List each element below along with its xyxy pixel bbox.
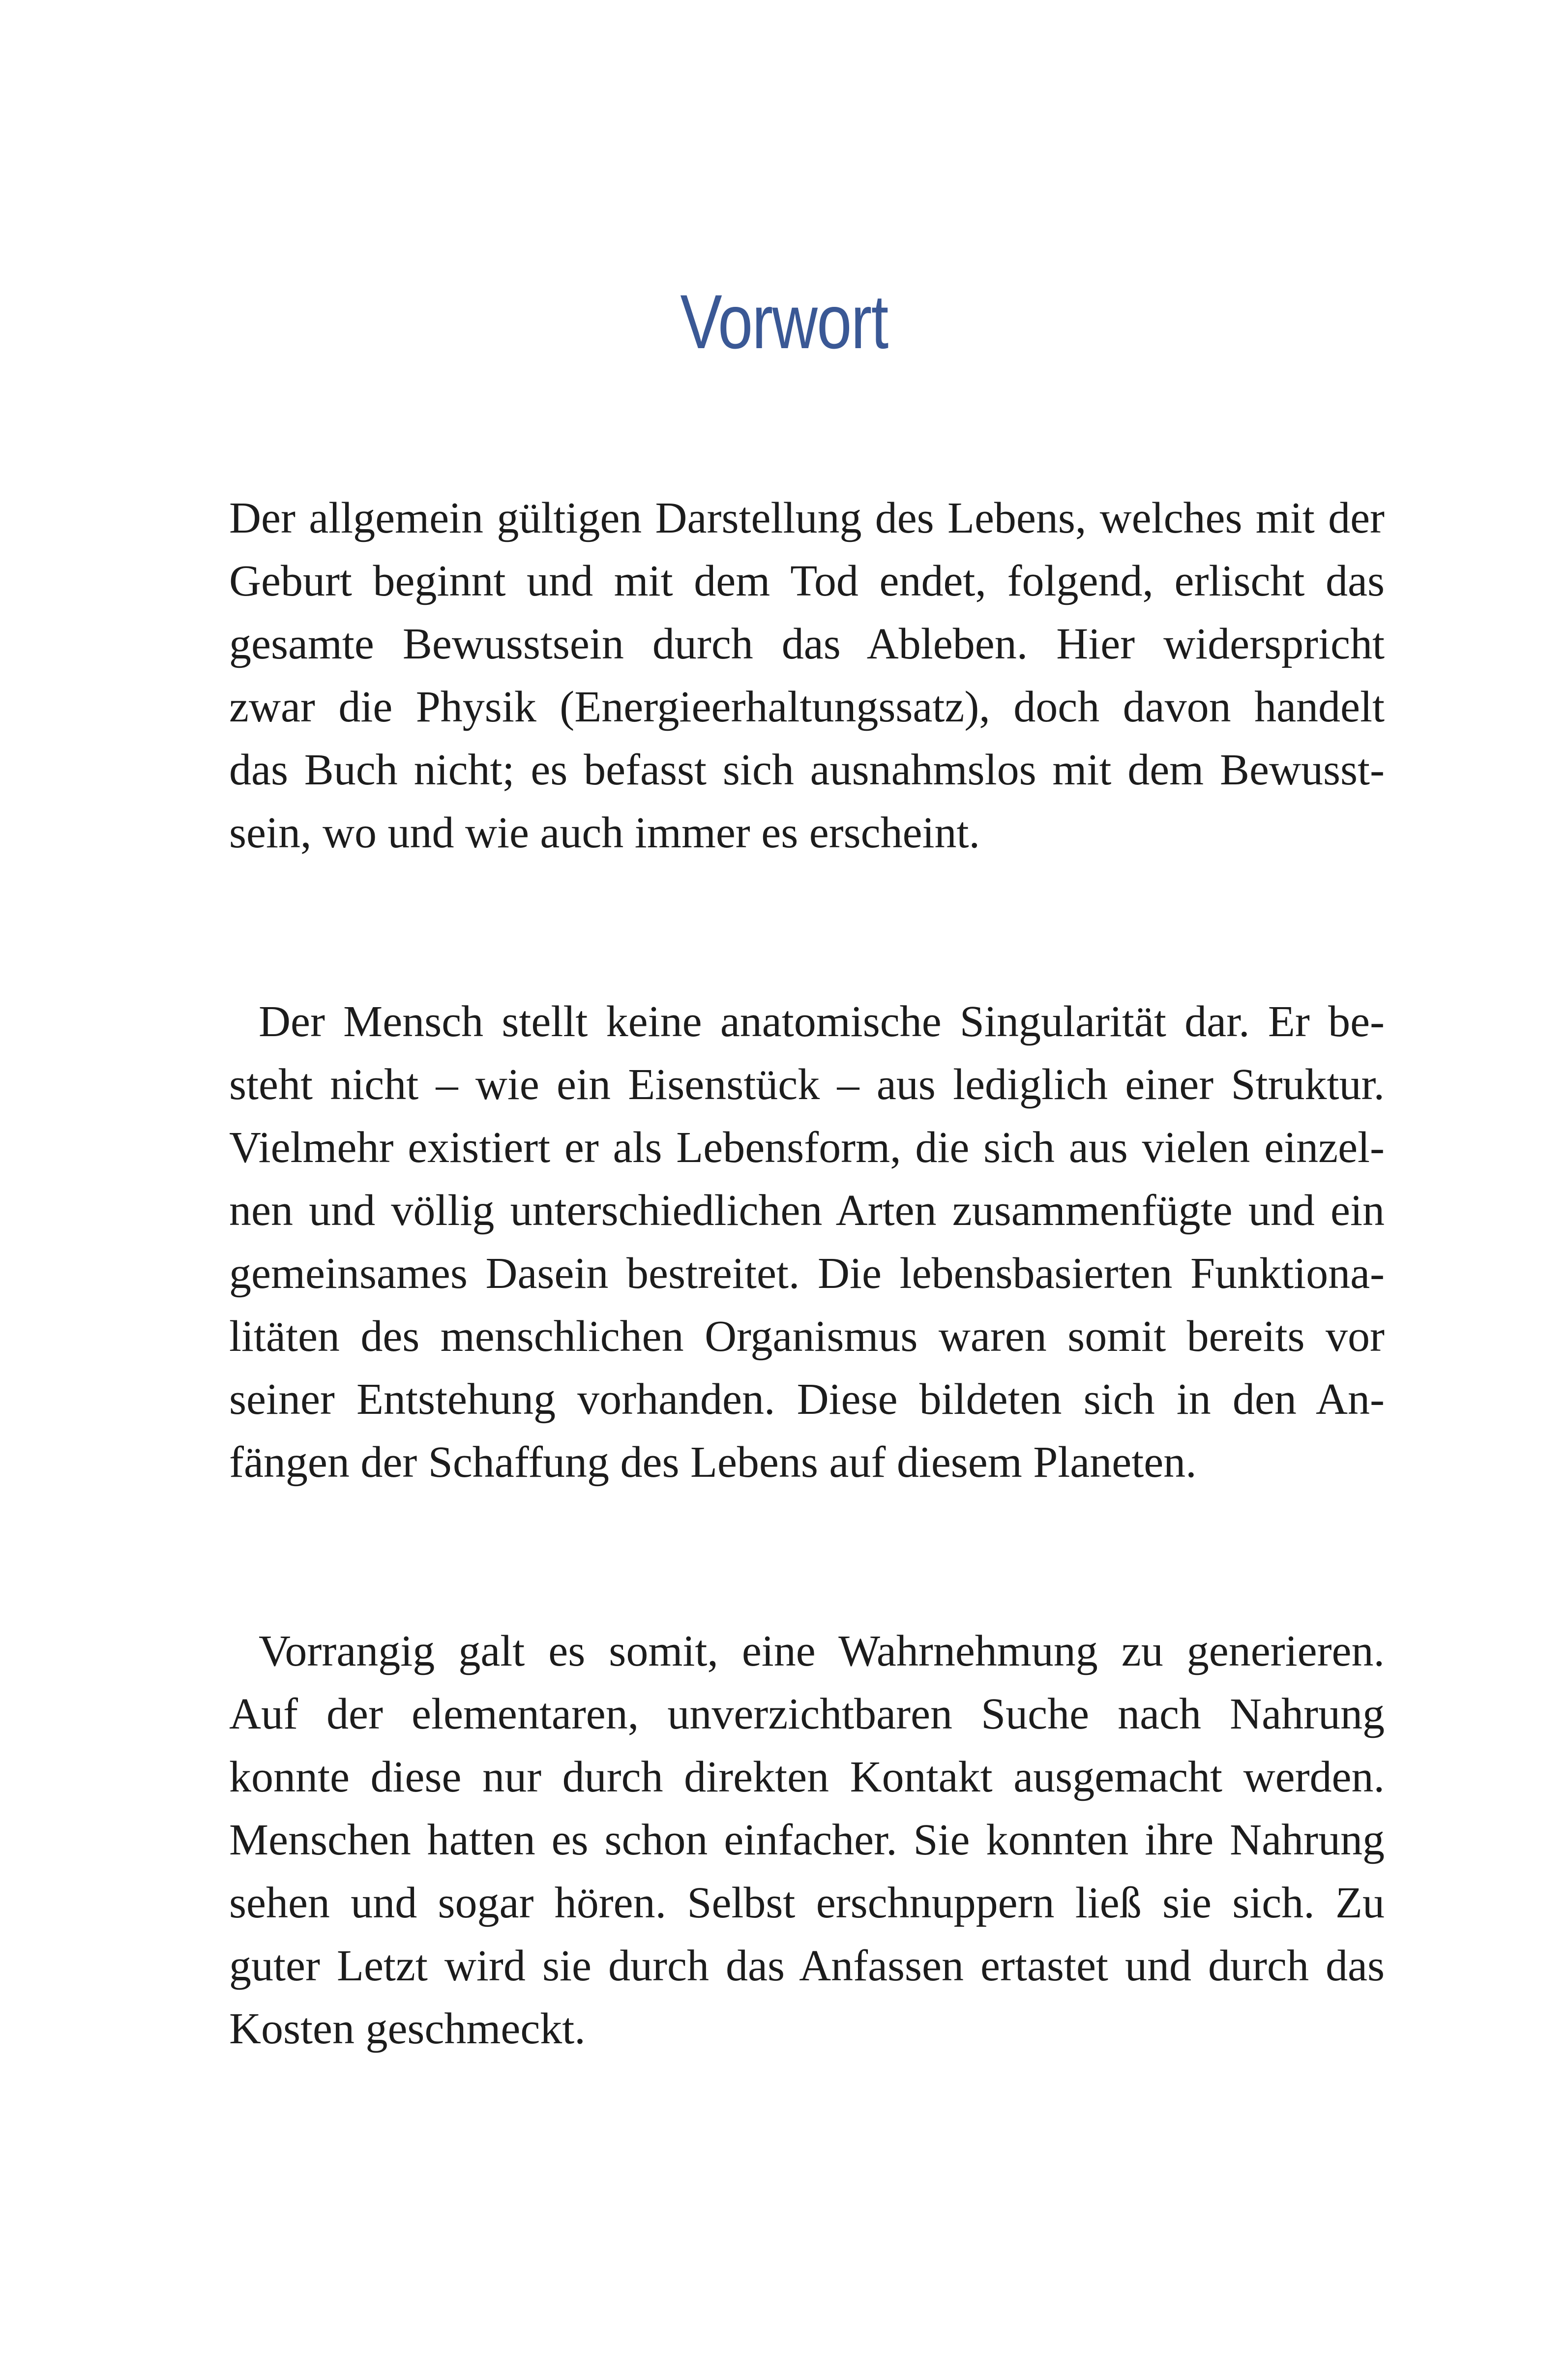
text-line: fängen der Schaffung des Lebens auf diesem Planeten. <box>229 1438 1197 1487</box>
text-line: gemeinsames Dasein bestreitet. Die lebensbasierten Funktiona- <box>229 1249 1385 1298</box>
text-line: Der allgemein gültigen Darstellung des Lebens, welches mit der <box>229 494 1385 542</box>
paragraph-2 <box>229 990 1385 1494</box>
text-line: konnte diese nur durch direkten Kontakt ausgemacht werden. <box>229 1753 1385 1801</box>
text-line: Auf der elementaren, unverzichtbaren Suche nach Nahrung <box>229 1690 1385 1738</box>
text-line: Kosten geschmeckt. <box>229 2004 586 2053</box>
text-line: steht nicht – wie ein Eisenstück – aus lediglich einer Struktur. <box>229 1060 1385 1109</box>
text-line: Menschen hatten es schon einfacher. Sie konnten ihre Nahrung <box>229 1816 1385 1864</box>
text-line: sehen und sogar hören. Selbst erschnuppern ließ sie sich. Zu <box>229 1879 1385 1927</box>
text-line: zwar die Physik (Energieerhaltungssatz), doch davon handelt <box>229 683 1385 731</box>
text-line: Vielmehr existiert er als Lebensform, die sich aus vielen einzel- <box>229 1123 1385 1172</box>
paragraph-1 <box>229 487 1385 865</box>
text-line: Vorrangig galt es somit, eine Wahrnehmung zu generieren. <box>259 1627 1385 1675</box>
chapter-title: Vorwort <box>680 279 888 365</box>
text-line: guter Letzt wird sie durch das Anfassen ertastet und durch das <box>229 1941 1385 1990</box>
text-line: sein, wo und wie auch immer es erscheint. <box>229 808 980 857</box>
paragraph-3 <box>229 1620 1385 2060</box>
text-line: Geburt beginnt und mit dem Tod endet, folgend, erlischt das <box>229 557 1385 605</box>
text-line: Der Mensch stellt keine anatomische Singularität dar. Er be- <box>259 997 1385 1046</box>
text-line: litäten des menschlichen Organismus waren somit bereits vor <box>229 1312 1385 1361</box>
text-line: gesamte Bewusstsein durch das Ableben. Hier widerspricht <box>229 620 1385 668</box>
text-line: nen und völlig unterschiedlichen Arten zusammenfügte und ein <box>229 1186 1385 1235</box>
body-text <box>229 487 1385 2186</box>
text-line: das Buch nicht; es befasst sich ausnahmslos mit dem Bewusst- <box>229 746 1385 794</box>
text-line: seiner Entstehung vorhanden. Diese bildeten sich in den An- <box>229 1375 1385 1424</box>
